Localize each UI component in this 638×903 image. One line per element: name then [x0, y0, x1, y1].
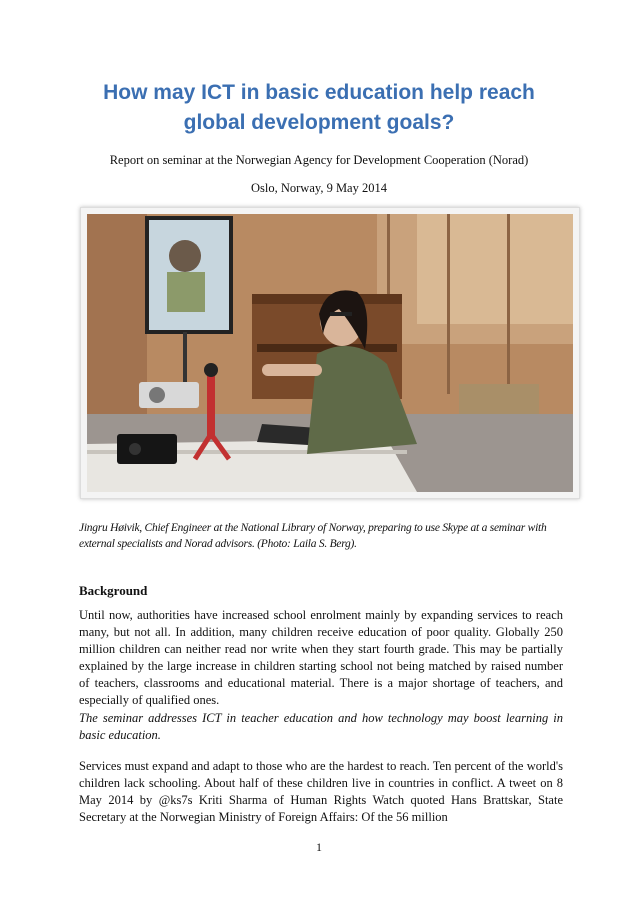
- title-line-1: How may ICT in basic education help reach: [103, 81, 535, 104]
- seminar-photo: [87, 214, 573, 492]
- paragraph-1: Until now, authorities have increased school enrolment mainly by expanding services to reach many, but not all. In addition, many children receive education of poor quality. Globally 250 million children can neither read nor write when they start fourth grade. This may be partially explained by the large increase in children starting school not being matched by raised number of teachers, classrooms and educational material. There is a major shortage of teachers, and especially of qualified ones.: [79, 608, 563, 707]
- place-date: Oslo, Norway, 9 May 2014: [251, 181, 387, 195]
- page-number: 1: [316, 840, 322, 854]
- photo-caption: Jingru Høivik, Chief Engineer at the National Library of Norway, preparing to use Skype at a seminar with external specialists and Norad advisors. (Photo: Laila S. Berg).: [79, 522, 547, 550]
- paragraph-2: The seminar addresses ICT in teacher education and how technology may boost learning in basic education.: [79, 711, 563, 742]
- photo-frame: [80, 207, 580, 499]
- background-heading: Background: [79, 583, 148, 598]
- paragraph-3: Services must expand and adapt to those who are the hardest to reach. Ten percent of the world's children lack schooling. About half of these children live in countries in conflict. A tweet on 8 May 2014 by @ks7s Kriti Sharma of Human Rights Watch quoted Hans Brattskar, State Secretary at the Norwegian Ministry of Foreign Affairs: Of the 56 million: [79, 759, 563, 824]
- title-line-2: global development goals?: [183, 111, 455, 134]
- subtitle: Report on seminar at the Norwegian Agency for Development Cooperation (Norad): [109, 153, 529, 167]
- document-title: [40, 78, 598, 138]
